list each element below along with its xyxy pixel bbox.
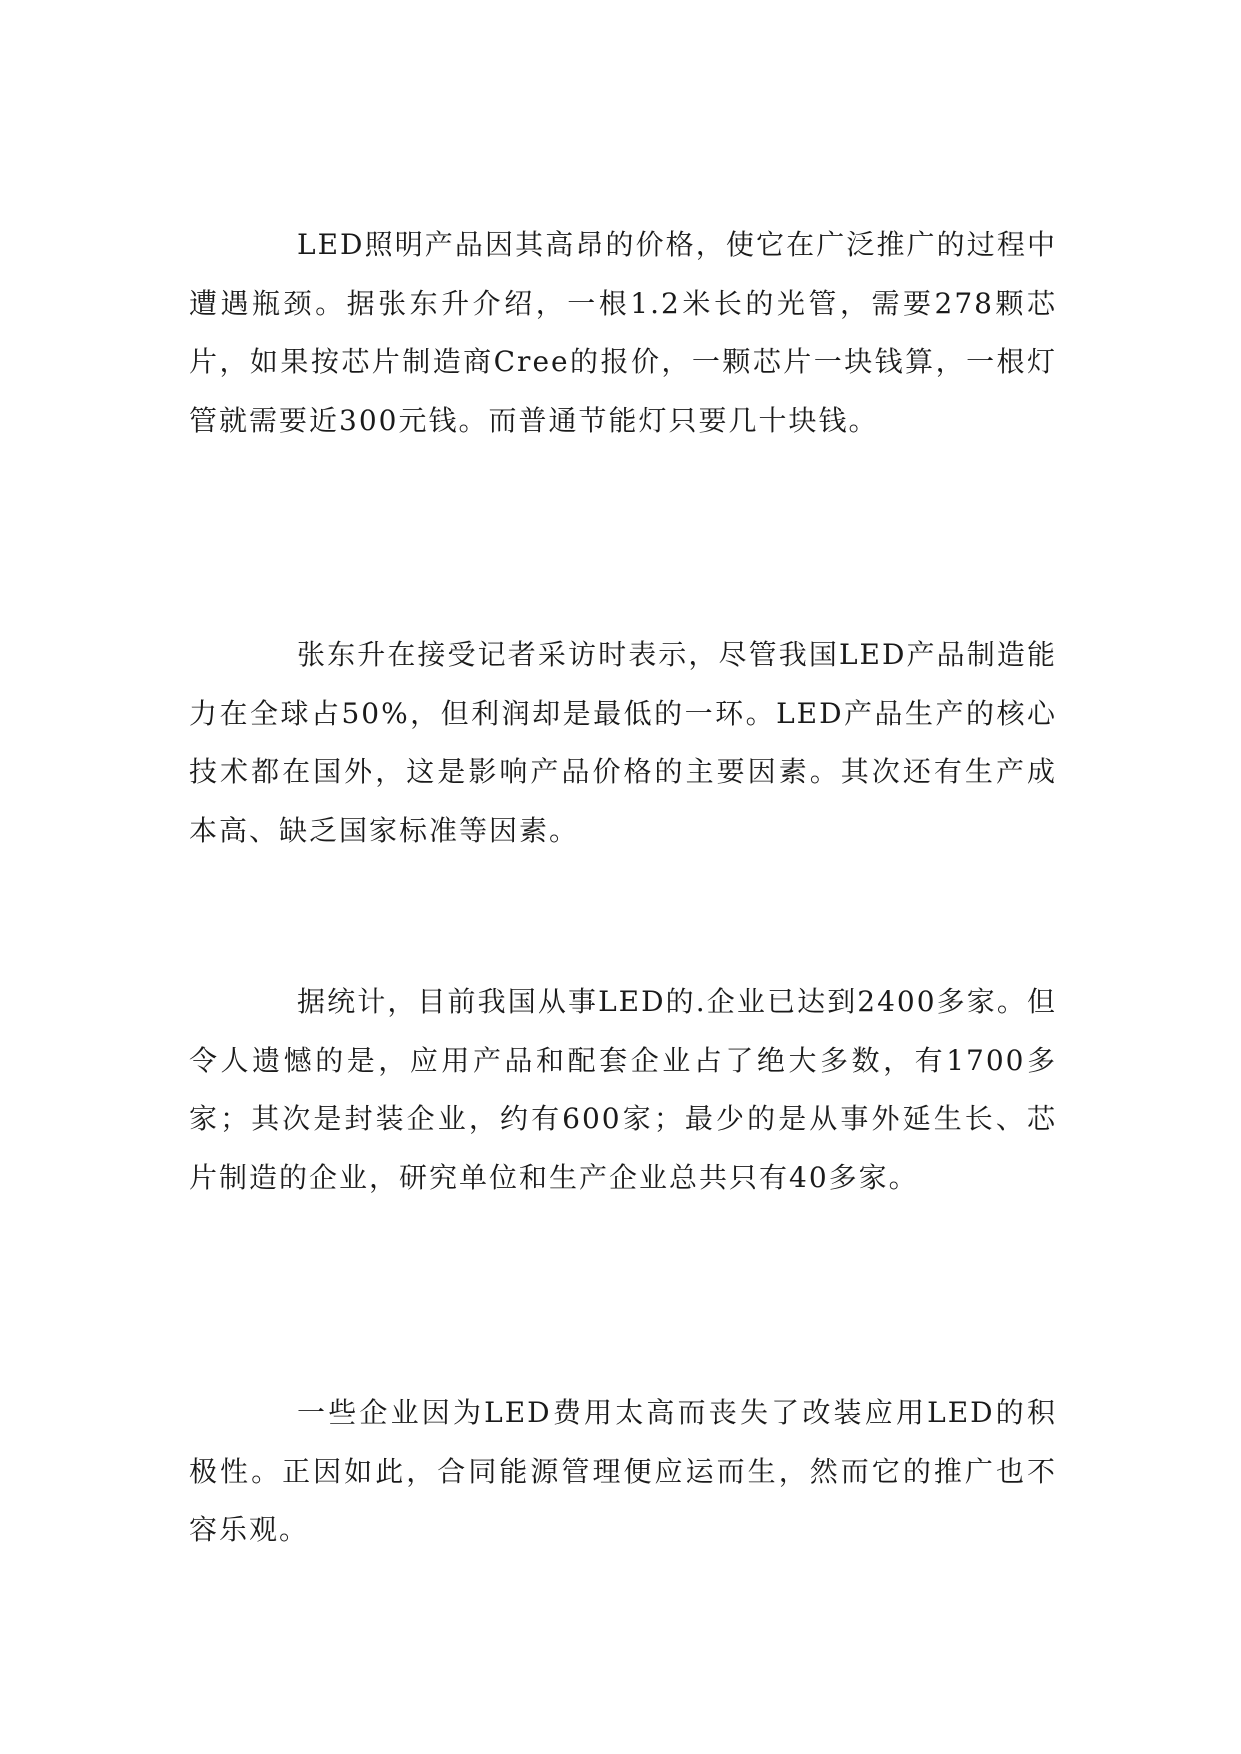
- paragraph-manufacturing-capacity: 张东升在接受记者采访时表示，尽管我国LED产品制造能力在全球占50%，但利润却是最低的一环。LED产品生产的核心技术都在国外，这是影响产品价格的主要因素。其次还有生产成本高、缺乏国家标准等因素。: [189, 638, 1057, 847]
- paragraph-led-price: LED照明产品因其高昂的价格，使它在广泛推广的过程中遭遇瓶颈。据张东升介绍，一根1.2米长的光管，需要278颗芯片，如果按芯片制造商Cree的报价，一颗芯片一块钱算，一根灯管就需要近300元钱。而普通节能灯只要几十块钱。: [189, 228, 1057, 437]
- paragraph-energy-management: 一些企业因为LED费用太高而丧失了改装应用LED的积极性。正因如此，合同能源管理便应运而生，然而它的推广也不容乐观。: [189, 1396, 1057, 1546]
- paragraph-enterprise-statistics: 据统计，目前我国从事LED的.企业已达到2400多家。但令人遗憾的是，应用产品和配套企业占了绝大多数，有1700多家；其次是封装企业，约有600家；最少的是从事外延生长、芯片制造的企业，研究单位和生产企业总共只有40多家。: [189, 985, 1057, 1194]
